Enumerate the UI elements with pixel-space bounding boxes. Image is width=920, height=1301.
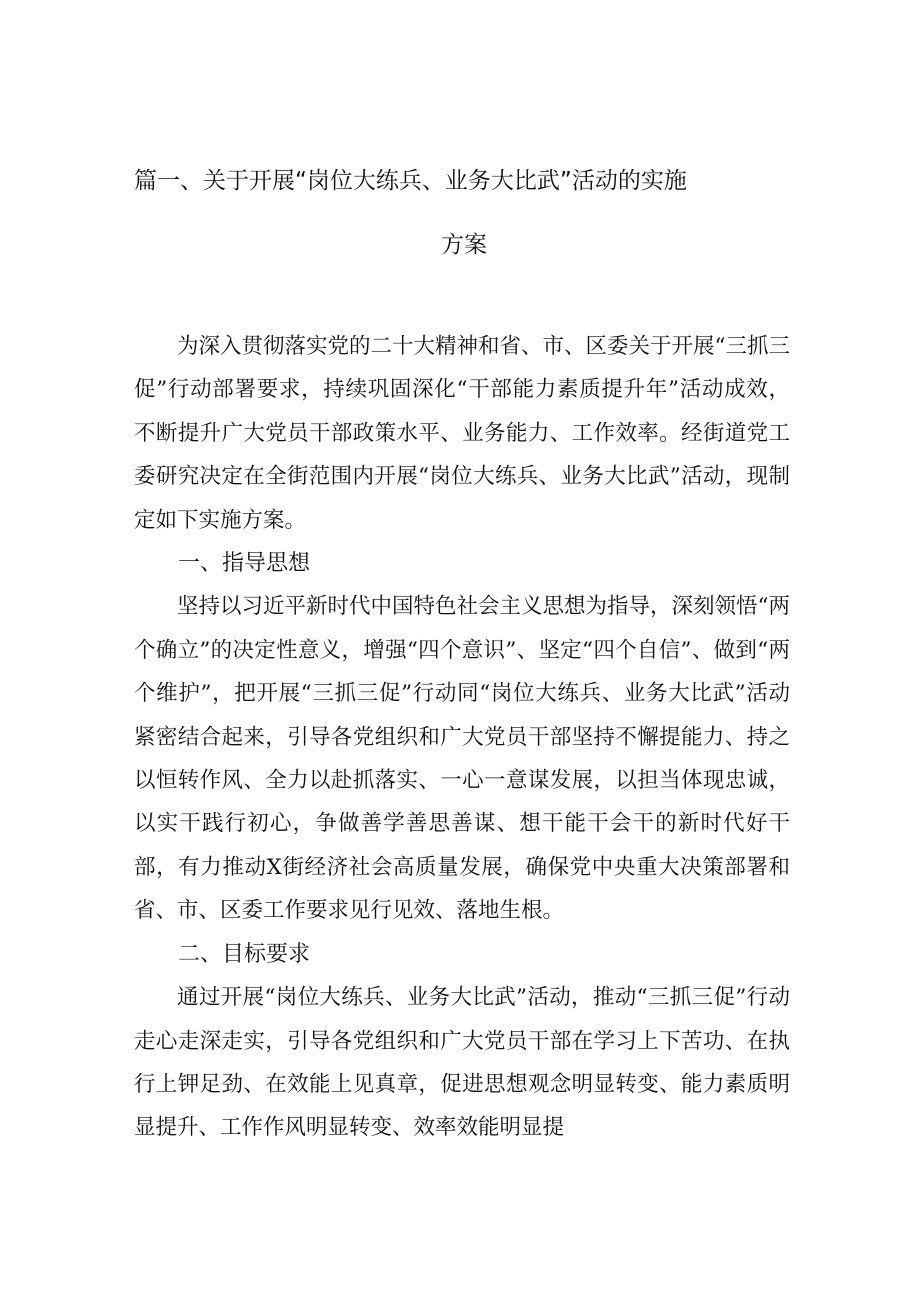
document-body bbox=[134, 325, 790, 1150]
document-title-line-2: 方案 bbox=[441, 232, 487, 258]
section-heading-guiding-ideology: 一、指导思想 bbox=[178, 551, 311, 577]
section-paragraph-goals: 通过开展“岗位大练兵、业务大比武”活动，推动“三抓三促”行动走心走深走实，引导各党组织和广大党员干部在学习上下苦功、在执行上钾足劲、在效能上见真章，促进思想观念明显转变、能力素质明显提升、工作作风明显转变、效率效能明显提 bbox=[134, 985, 790, 1141]
intro-paragraph: 为深入贯彻落实党的二十大精神和省、市、区委关于开展“三抓三促”行动部署要求，持续巩固深化“干部能力素质提升年”活动成效，不断提升广大党员干部政策水平、业务能力、工作效率。经街道党工委研究决定在全街范围内开展“岗位大练兵、业务大比武”活动，现制定如下实施方案。 bbox=[134, 334, 790, 533]
section-heading-goals: 二、目标要求 bbox=[178, 941, 311, 967]
section-paragraph-guiding-ideology: 坚持以习近平新时代中国特色社会主义思想为指导，深刻领悟“两个确立”的决定性意义，增强“四个意识”、坚定“四个自信”、做到“两个维护”，把开展“三抓三促”行动同“岗位大练兵、业务大比武”活动紧密结合起来，引导各党组织和广大党员干部坚持不懈提能力、持之以恒转作风、全力以赴抓落实、一心一意谋发展，以担当体现忠诚，以实干践行初心，争做善学善思善谋、想干能干会干的新时代好干部，有力推动X街经济社会高质量发展，确保党中央重大决策部署和省、市、区委工作要求见行见效、落地生根。 bbox=[134, 594, 790, 924]
document-title-line-1: 篇一、关于开展“岗位大练兵、业务大比武”活动的实施 bbox=[134, 168, 687, 194]
